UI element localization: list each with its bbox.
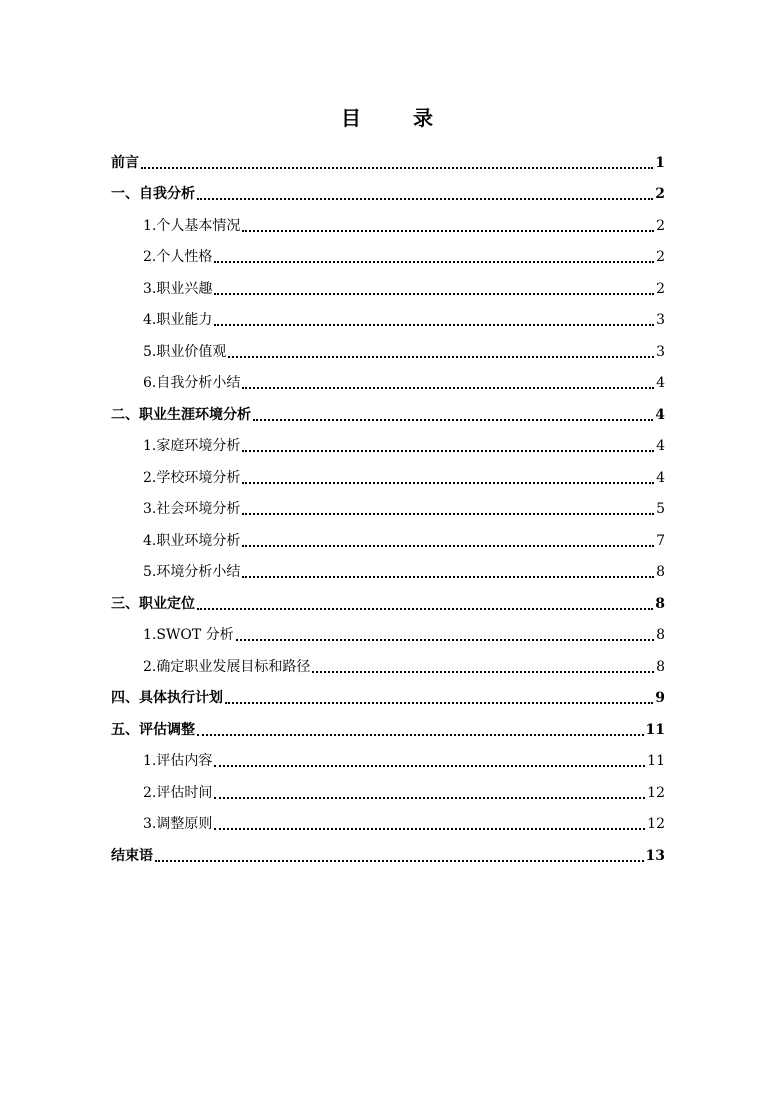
toc-entry-page-number: 4 [656,469,665,486]
toc-entry-page-number: 4 [655,406,665,423]
toc-entry-page-number: 8 [655,595,665,612]
toc-section-entry[interactable] [111,553,665,585]
toc-entry-page-number: 4 [656,438,665,454]
toc-leader-dots [225,702,653,704]
toc-entry-page-number: 11 [645,721,665,738]
toc-leader-dots [228,356,654,358]
toc-entry-page-number: 8 [656,658,665,675]
toc-section-entry[interactable] [111,490,665,522]
toc-leader-dots [242,576,654,578]
toc-leader-dots [236,639,654,641]
toc-chapter-entry[interactable] [111,710,665,742]
toc-leader-dots [242,387,654,389]
toc-entry-page-number: 2 [656,217,665,234]
toc-entry-page-number: 7 [656,532,665,549]
toc-list [111,143,665,868]
toc-section-entry[interactable] [111,805,665,837]
toc-leader-dots [197,198,653,200]
toc-section-entry[interactable] [111,238,665,270]
toc-leader-dots [242,230,654,232]
toc-entry-label: 3.职业兴趣 [143,280,213,297]
toc-entry-page-number: 13 [645,847,665,864]
toc-entry-label: 前言 [111,154,139,171]
toc-entry-label: 3.调整原则 [143,816,213,832]
toc-entry-label: 2.个人性格 [143,249,213,265]
toc-entry-page-number: 12 [647,784,665,801]
toc-entry-page-number: 1 [655,154,665,171]
toc-entry-label: 5.环境分析小结 [143,564,241,580]
toc-entry-label: 2.确定职业发展目标和路径 [143,658,311,675]
toc-section-entry[interactable] [111,521,665,553]
toc-entry-label: 1.评估内容 [143,753,213,769]
toc-leader-dots [141,167,653,169]
toc-leader-dots [214,797,645,799]
toc-section-entry[interactable] [111,616,665,648]
toc-leader-dots [242,482,654,484]
toc-leader-dots [242,450,654,452]
toc-entry-page-number: 2 [656,249,665,265]
toc-title: 目 录 [341,106,449,130]
toc-entry-label: 三、职业定位 [111,595,195,612]
toc-entry-label: 4.职业能力 [143,312,213,328]
toc-leader-dots [214,765,645,767]
toc-chapter-entry[interactable] [111,395,665,427]
toc-entry-label: 4.职业环境分析 [143,532,241,549]
toc-entry-label: 1.家庭环境分析 [143,438,241,454]
toc-leader-dots [214,261,654,263]
toc-entry-label: 一、自我分析 [111,186,195,202]
toc-leader-dots [253,419,653,421]
toc-entry-page-number: 8 [656,627,665,643]
toc-leader-dots [242,545,654,547]
toc-entry-page-number: 2 [656,280,665,297]
toc-leader-dots [197,608,653,610]
toc-section-entry[interactable] [111,647,665,679]
toc-section-entry[interactable] [111,301,665,333]
toc-section-entry[interactable] [111,364,665,396]
toc-entry-page-number: 9 [655,690,665,706]
toc-section-entry[interactable] [111,269,665,301]
toc-entry-label: 结束语 [111,847,153,864]
toc-section-entry[interactable] [111,206,665,238]
toc-entry-page-number: 3 [656,312,665,328]
toc-leader-dots [312,671,654,673]
toc-entry-label: 五、评估调整 [111,721,195,738]
toc-entry-label: 1.SWOT 分析 [143,627,234,643]
toc-entry-label: 1.个人基本情况 [143,217,241,234]
toc-leader-dots [155,860,644,862]
toc-section-entry[interactable] [111,742,665,774]
toc-leader-dots [242,513,654,515]
toc-entry-label: 四、具体执行计划 [111,690,223,706]
toc-leader-dots [214,293,654,295]
toc-leader-dots [197,734,644,736]
toc-leader-dots [214,324,654,326]
toc-entry-page-number: 8 [656,564,665,580]
toc-chapter-entry[interactable] [111,836,665,868]
toc-entry-label: 二、职业生涯环境分析 [111,406,251,423]
toc-entry-page-number: 3 [656,343,665,360]
toc-section-entry[interactable] [111,458,665,490]
toc-entry-label: 2.学校环境分析 [143,469,241,486]
toc-chapter-entry[interactable] [111,143,665,175]
toc-entry-label: 5.职业价值观 [143,343,227,360]
toc-entry-label: 6.自我分析小结 [143,375,241,391]
toc-section-entry[interactable] [111,332,665,364]
toc-chapter-entry[interactable] [111,175,665,207]
toc-entry-page-number: 4 [656,375,665,391]
toc-entry-label: 2.评估时间 [143,784,213,801]
toc-section-entry[interactable] [111,773,665,805]
toc-chapter-entry[interactable] [111,584,665,616]
toc-entry-page-number: 5 [656,501,665,517]
toc-chapter-entry[interactable] [111,679,665,711]
toc-entry-page-number: 11 [647,753,665,769]
toc-entry-page-number: 2 [655,186,665,202]
toc-leader-dots [214,828,645,830]
toc-entry-label: 3.社会环境分析 [143,501,241,517]
toc-entry-page-number: 12 [647,816,665,832]
toc-section-entry[interactable] [111,427,665,459]
